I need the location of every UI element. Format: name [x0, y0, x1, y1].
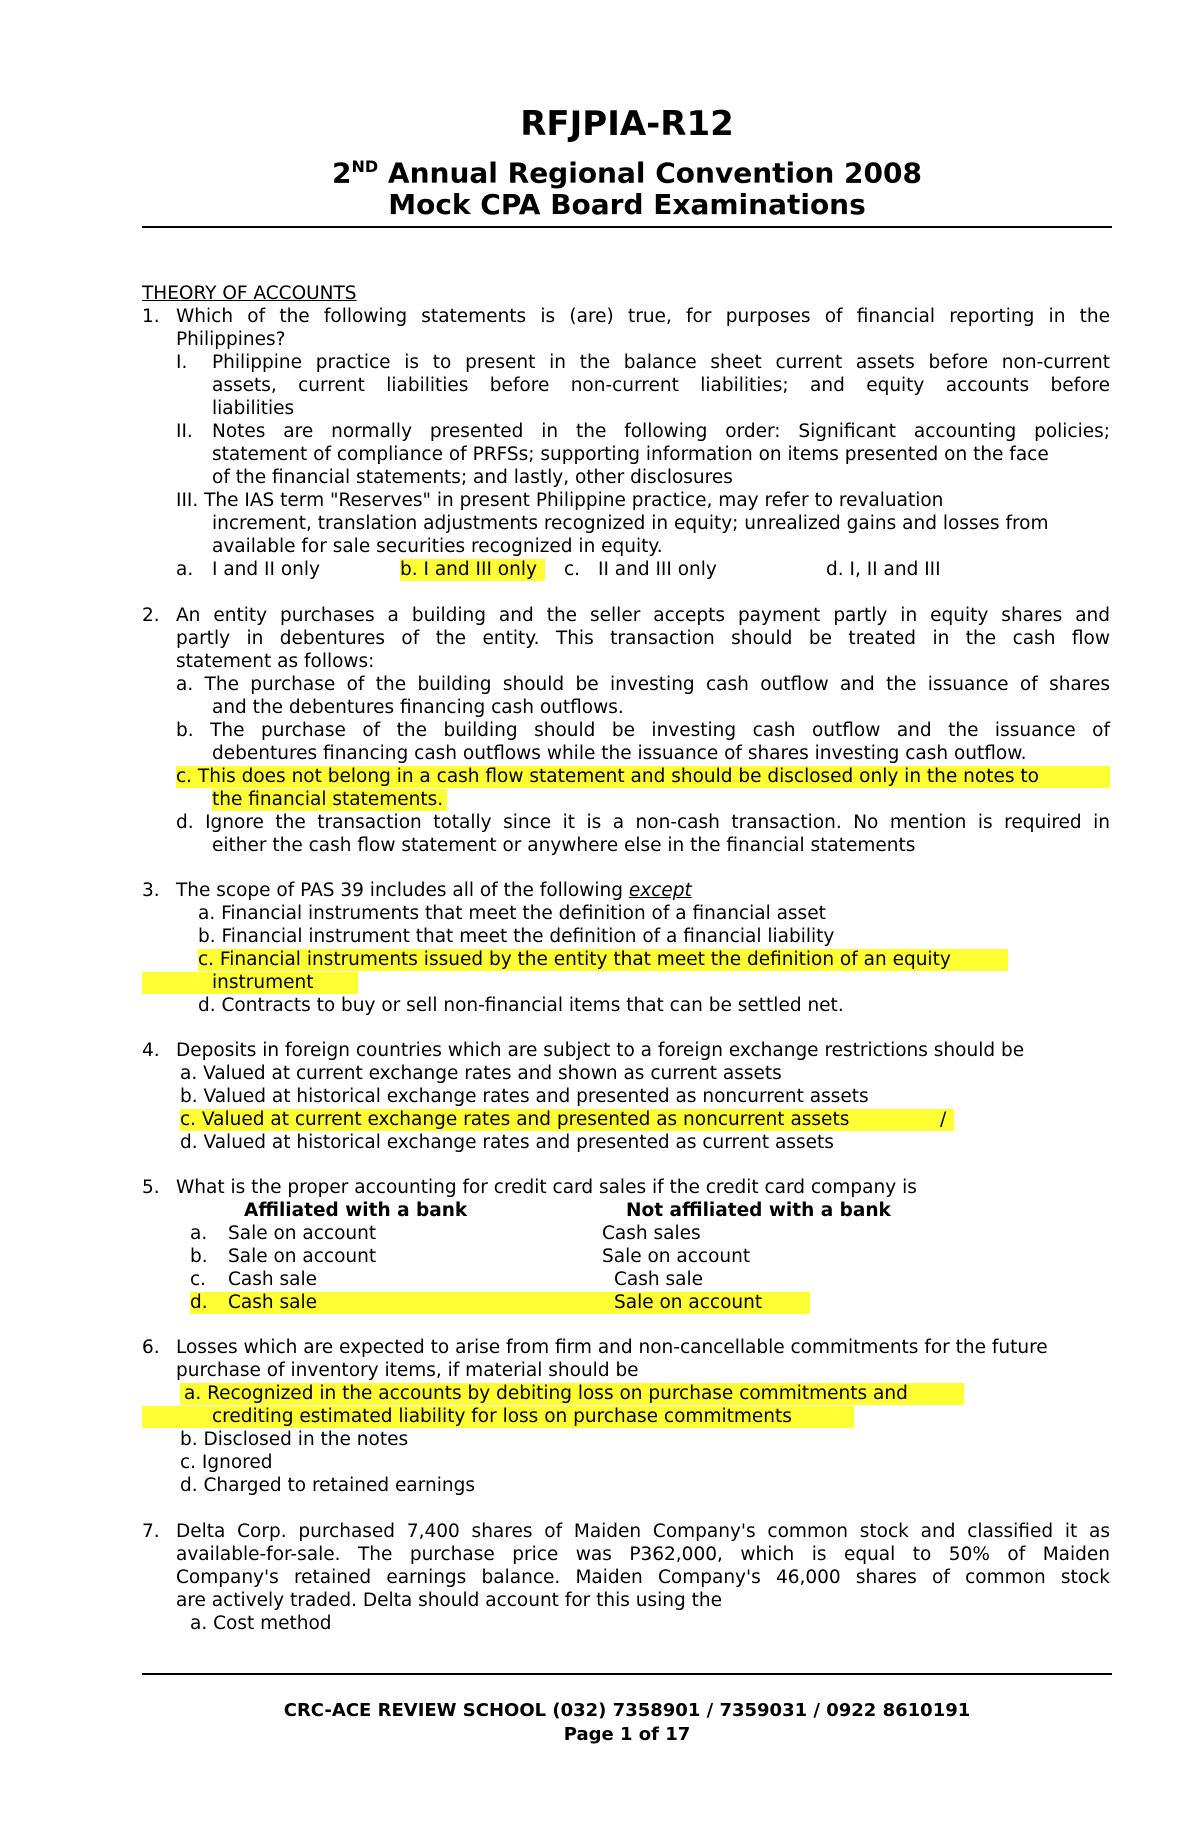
- q6-choice-b: b. Disclosed in the notes: [180, 1429, 409, 1450]
- q4-number: 4.: [142, 1040, 160, 1061]
- q6-choice-c: c. Ignored: [180, 1452, 273, 1473]
- q1-choice-c: II and III only: [598, 559, 717, 580]
- q1-stem-line1: Which of the following statements is (are) true, for purposes of financial reporting in the: [176, 306, 1110, 327]
- q6-stem-line2: purchase of inventory items, if material should be: [176, 1360, 639, 1381]
- q5-row-a-label: a.: [190, 1223, 208, 1244]
- q4-choice-a: a. Valued at current exchange rates and shown as current assets: [180, 1063, 782, 1084]
- q5-row-a-not-affiliated: Cash sales: [602, 1223, 701, 1244]
- q5-row-c-not-affiliated: Cash sale: [614, 1269, 703, 1290]
- q5-row-a-affiliated: Sale on account: [228, 1223, 377, 1244]
- q3-choice-c-answer-line2: instrument: [142, 972, 358, 994]
- q1-choice-a: I and II only: [212, 559, 320, 580]
- q1-number: 1.: [142, 306, 160, 327]
- ordinal: 2: [332, 156, 352, 190]
- q1-statement-3-line3: available for sale securities recognized in equity.: [212, 536, 663, 557]
- q2-stem-line3: statement as follows:: [176, 651, 375, 672]
- q7-stem-line4: are actively traded. Delta should account for this using the: [176, 1590, 722, 1611]
- q4-choice-b: b. Valued at historical exchange rates and presented as noncurrent assets: [180, 1086, 869, 1107]
- q2-choice-a-line1: a. The purchase of the building should be investing cash outflow and the issuance of shares: [176, 674, 1110, 695]
- header-rule: [142, 226, 1112, 228]
- q3-choice-d: d. Contracts to buy or sell non-financial items that can be settled net.: [198, 995, 844, 1016]
- q2-choice-b-line2: debentures financing cash outflows while the issuance of shares investing cash outflow.: [212, 743, 1027, 764]
- q5-row-d-label: d.: [190, 1292, 208, 1313]
- q2-choice-d-line2: either the cash flow statement or anywhere else in the financial statements: [212, 835, 916, 856]
- q6-choice-d: d. Charged to retained earnings: [180, 1475, 475, 1496]
- q3-stem-text: The scope of PAS 39 includes all of the following: [176, 880, 629, 901]
- q5-row-b-not-affiliated: Sale on account: [602, 1246, 751, 1267]
- q2-choice-c-answer-line2: the financial statements.: [212, 789, 447, 811]
- q5-stem: What is the proper accounting for credit card sales if the credit card company is: [176, 1177, 917, 1198]
- q6-choice-a-answer-line1: a. Recognized in the accounts by debiting loss on purchase commitments and: [180, 1383, 964, 1405]
- q1-statement-2-line1: Notes are normally presented in the following order: Significant accounting policies;: [212, 421, 1110, 442]
- footer-contact: CRC-ACE REVIEW SCHOOL (032) 7358901 / 7359031 / 0922 8610191: [283, 1700, 971, 1721]
- q2-stem-line1: An entity purchases a building and the seller accepts payment partly in equity shares and: [176, 605, 1110, 626]
- q7-number: 7.: [142, 1521, 160, 1542]
- q4-choice-c-answer: c. Valued at current exchange rates and presented as noncurrent assets: [180, 1109, 954, 1131]
- section-title: THEORY OF ACCOUNTS: [142, 283, 357, 304]
- q5-column-not-affiliated: Not affiliated with a bank: [626, 1200, 891, 1221]
- convention-title: [142, 150, 1112, 190]
- q7-stem-line2: available-for-sale. The purchase price was P362,000, which is equal to 50% of Maiden: [176, 1544, 1110, 1565]
- q3-choice-b: b. Financial instrument that meet the definition of a financial liability: [198, 926, 835, 947]
- q1-statement-2-label: II.: [176, 421, 193, 442]
- q2-choice-d-line1: d. Ignore the transaction totally since it is a non-cash transaction. No mention is required in: [176, 812, 1110, 833]
- q5-number: 5.: [142, 1177, 160, 1198]
- q6-number: 6.: [142, 1337, 160, 1358]
- q5-row-c-label: c.: [190, 1269, 207, 1290]
- q7-choice-a: a. Cost method: [190, 1613, 332, 1634]
- q1-statement-1-line3: liabilities: [212, 398, 295, 419]
- ordinal-suffix: ND: [351, 157, 379, 176]
- q1-choice-c-label: c.: [564, 559, 581, 580]
- q1-choice-a-label: a.: [176, 559, 194, 580]
- q5-column-affiliated: Affiliated with a bank: [244, 1200, 468, 1221]
- q1-statement-1-line2: assets, current liabilities before non-current liabilities; and equity accounts before: [212, 375, 1110, 396]
- org-title: RFJPIA-R12: [520, 104, 734, 144]
- q5-row-b-affiliated: Sale on account: [228, 1246, 377, 1267]
- q1-statement-2-line2: statement of compliance of PRFSs; supporting information on items presented on the face: [212, 444, 1049, 465]
- q4-choice-d: d. Valued at historical exchange rates and presented as current assets: [180, 1132, 834, 1153]
- q6-choice-a-answer-line2: crediting estimated liability for loss on purchase commitments: [142, 1406, 854, 1428]
- page-number: Page 1 of 17: [563, 1724, 691, 1745]
- q3-number: 3.: [142, 880, 160, 901]
- q2-choice-b-line1: b. The purchase of the building should be investing cash outflow and the issuance of: [176, 720, 1110, 741]
- q1-choice-b-answer: b. I and III only: [400, 559, 545, 581]
- q1-stem-line2: Philippines?: [176, 329, 286, 350]
- q4-check-mark: /: [940, 1109, 947, 1130]
- q2-choice-a-line2: and the debentures financing cash outflows.: [212, 697, 624, 718]
- q4-stem: Deposits in foreign countries which are subject to a foreign exchange restrictions should be: [176, 1040, 1025, 1061]
- q5-row-b-label: b.: [190, 1246, 208, 1267]
- q3-choice-c-answer-line1: c. Financial instruments issued by the entity that meet the definition of an equity: [198, 949, 1008, 971]
- footer-rule: [142, 1673, 1112, 1675]
- q1-statement-3-line1: III. The IAS term "Reserves" in present Philippine practice, may refer to revaluation: [176, 490, 944, 511]
- q5-row-c-affiliated: Cash sale: [228, 1269, 317, 1290]
- convention-text: Annual Regional Convention 2008: [378, 156, 922, 190]
- q7-stem-line3: Company's retained earnings balance. Maiden Company's 46,000 shares of common stock: [176, 1567, 1110, 1588]
- q3-stem-except: except: [628, 880, 692, 901]
- q2-number: 2.: [142, 605, 160, 626]
- q6-stem-line1: Losses which are expected to arise from firm and non-cancellable commitments for the future: [176, 1337, 1048, 1358]
- q1-statement-3-line2: increment, translation adjustments recognized in equity; unrealized gains and losses from: [212, 513, 1049, 534]
- q1-statement-1-line1: Philippine practice is to present in the balance sheet current assets before non-current: [212, 352, 1110, 373]
- q3-stem: [176, 880, 692, 902]
- q7-stem-line1: Delta Corp. purchased 7,400 shares of Maiden Company's common stock and classified it as: [176, 1521, 1110, 1542]
- q1-statement-1-label: I.: [176, 352, 188, 373]
- q5-row-d-not-affiliated-answer: Sale on account: [614, 1292, 763, 1313]
- q2-choice-c-answer-line1: c. This does not belong in a cash flow statement and should be disclosed only in the notes to: [176, 766, 1110, 788]
- exam-title: Mock CPA Board Examinations: [388, 188, 866, 221]
- q5-row-d-affiliated-answer: Cash sale: [228, 1292, 317, 1313]
- q1-statement-2-line3: of the financial statements; and lastly, other disclosures: [212, 467, 733, 488]
- q2-stem-line2: partly in debentures of the entity. This transaction should be treated in the cash flow: [176, 628, 1110, 649]
- q1-choice-d: d. I, II and III: [826, 559, 941, 580]
- q3-choice-a: a. Financial instruments that meet the definition of a financial asset: [198, 903, 826, 924]
